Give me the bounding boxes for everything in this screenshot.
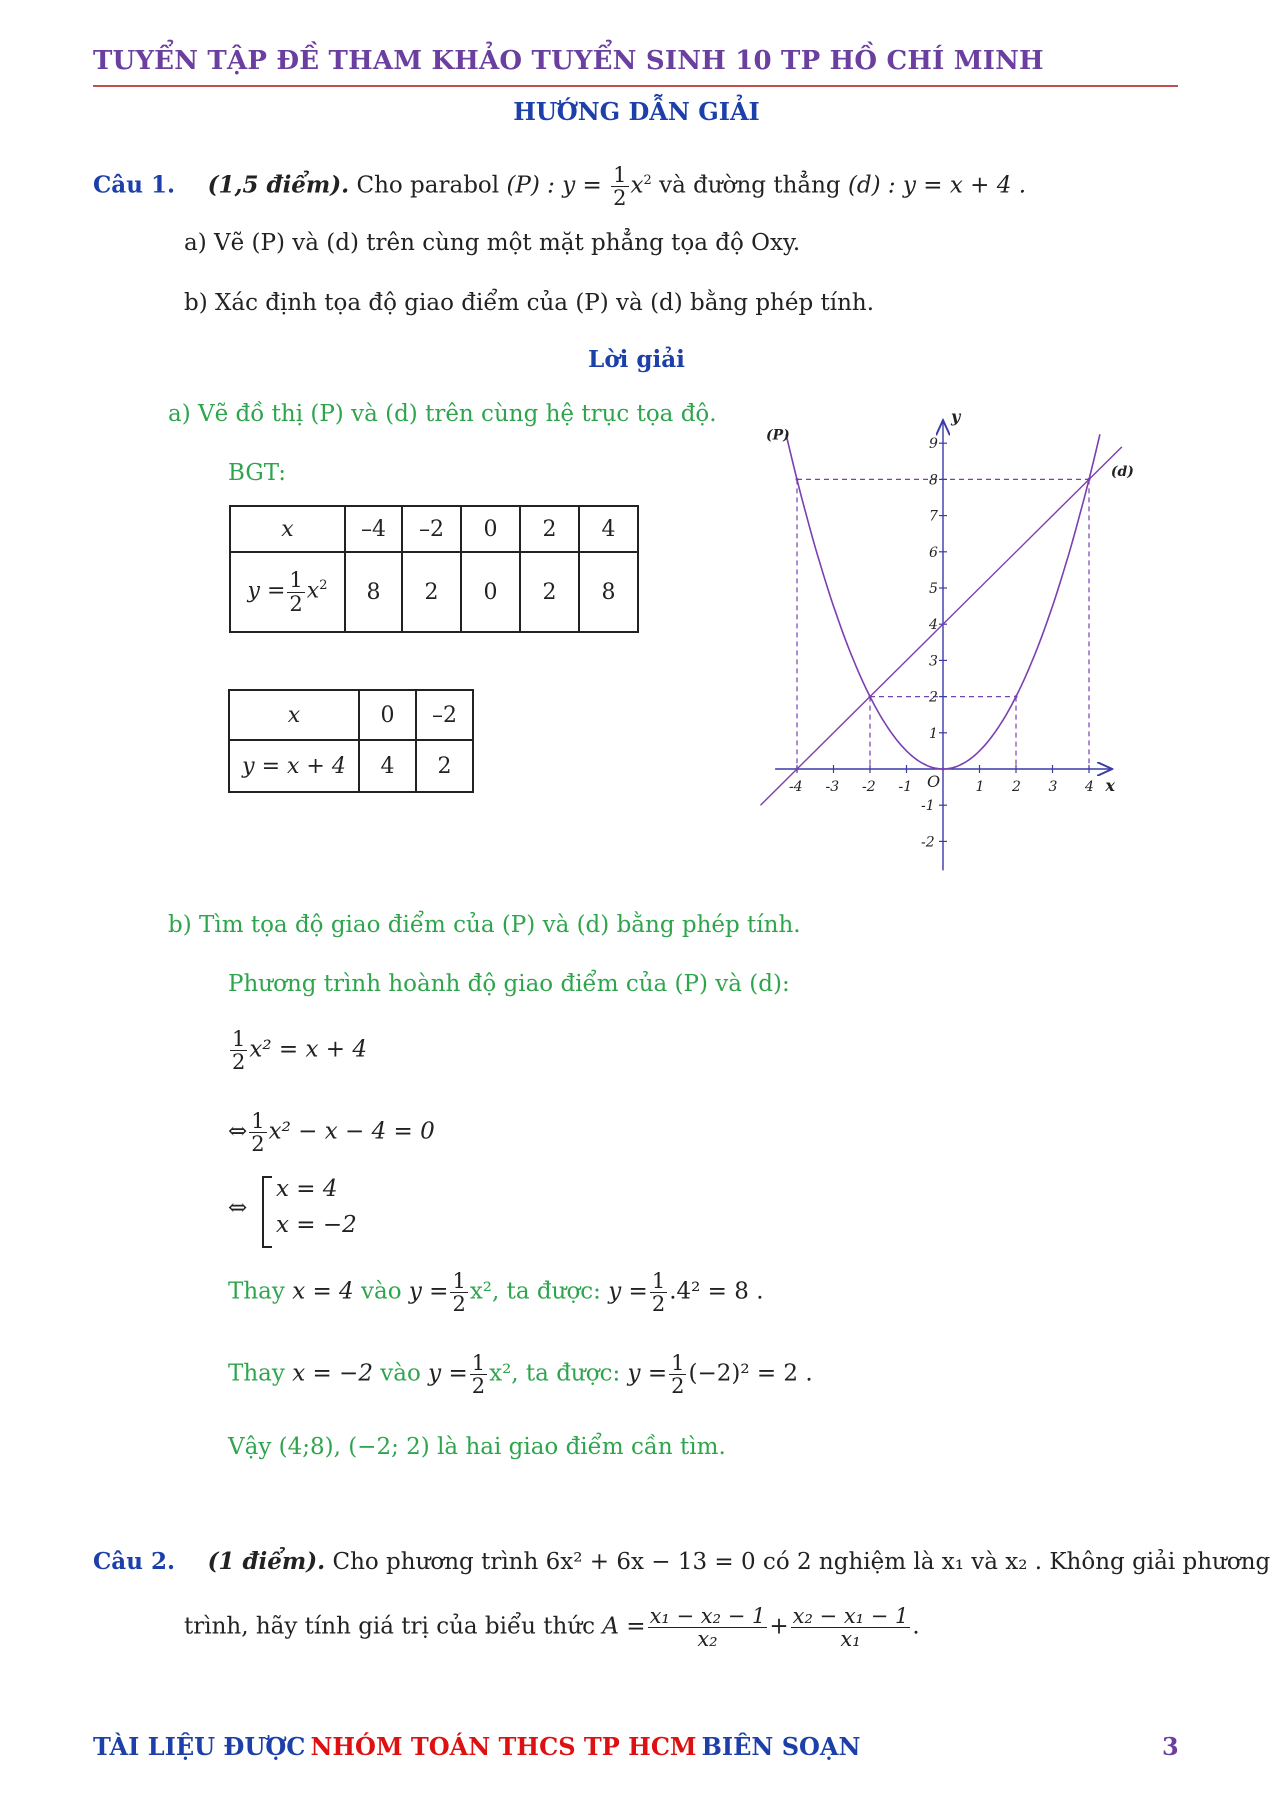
cau2-label: Câu 2.	[93, 1548, 175, 1575]
origin-label: O	[927, 772, 941, 791]
y-tick-label: -2	[921, 834, 935, 851]
table2-y-label: y = x + 4	[229, 740, 359, 792]
table1-y-cell: 2	[520, 552, 579, 632]
parabola-point	[942, 768, 945, 771]
x-tick-label: -2	[862, 779, 876, 795]
coordinate-graph	[740, 395, 1140, 885]
x-tick-label: 1	[975, 779, 985, 795]
conclusion: Vậy (4;8), (−2; 2) là hai giao điểm cần tìm.	[228, 1434, 726, 1460]
y-tick-label: 4	[929, 617, 938, 634]
header-divider	[93, 85, 1178, 87]
loi-giai-heading: Lời giải	[588, 346, 685, 373]
y-tick-label: 8	[929, 472, 938, 489]
bgt-label: BGT:	[228, 460, 286, 486]
equation-3-arrow: ⇔	[228, 1195, 248, 1221]
table1-x-cell: 4	[579, 506, 638, 552]
table1-x-cell: –2	[402, 506, 461, 552]
table2-header-x: x	[229, 690, 359, 740]
line-d-label: (d)	[1110, 463, 1134, 480]
cau2-statement-line2: trình, hãy tính giá trị của biểu thức A = $\frac{\text{x₁ − x₂ − 1}}{\text{x₂}}$ + $\frac{\text{x₂ − x₁ − 1}}{\text{x₁}}$ .	[184, 1604, 920, 1652]
sol-b-heading: b) Tìm tọa độ giao điểm của (P) và (d) bằng phép tính.	[168, 912, 801, 938]
solution-x2: x = −2	[276, 1212, 357, 1238]
cau1-label: Câu 1.	[93, 171, 175, 199]
sol-a-heading: a) Vẽ đồ thị (P) và (d) trên cùng hệ trục tọa độ.	[168, 401, 717, 427]
page-footer: TÀI LIỆU ĐƯỢC NHÓM TOÁN THCS TP HCM BIÊN SOẠN	[93, 1732, 861, 1761]
cau2-text1: Cho phương trình 6x² + 6x − 13 = 0 có 2 nghiệm là x₁ và x₂ . Không giải phương	[332, 1549, 1271, 1575]
y-tick-label: 7	[929, 508, 938, 525]
cau1-points: (1,5 điểm).	[207, 171, 350, 199]
table2-x-cell: 0	[359, 690, 416, 740]
parabola-point	[869, 695, 872, 698]
parabol-var: x	[630, 172, 644, 199]
pt-hoanh-do-text: Phương trình hoành độ giao điểm của (P) và (d):	[228, 971, 790, 997]
parabola-point	[1015, 695, 1018, 698]
solution-x1: x = 4	[276, 1176, 338, 1202]
line-point	[796, 768, 799, 771]
value-table-parabola	[229, 505, 639, 633]
line-point	[1088, 478, 1091, 481]
table2-y-cell: 2	[416, 740, 473, 792]
x-tick-label: 4	[1085, 779, 1094, 795]
y-tick-label: 2	[929, 689, 938, 706]
table1-y-cell: 8	[345, 552, 402, 632]
half-fraction: $\frac{1}{2}$	[613, 163, 627, 211]
y-tick-label: -1	[921, 798, 935, 815]
x-tick-label: -1	[898, 779, 913, 795]
table1-x-cell: 2	[520, 506, 579, 552]
y-tick-label: 6	[929, 544, 938, 561]
y-tick-label: 5	[929, 581, 938, 597]
section-subtitle: HƯỚNG DẪN GIẢI	[513, 97, 760, 126]
value-table-line	[228, 689, 474, 793]
page-number: 3	[1162, 1732, 1179, 1761]
x-tick-label: -3	[825, 779, 840, 795]
cau2-statement-line1	[93, 1548, 1270, 1575]
parabola-point	[796, 478, 799, 481]
table1-x-cell: 0	[461, 506, 520, 552]
y-axis-label: y	[951, 406, 961, 426]
table1-y-cell: 0	[461, 552, 520, 632]
x-axis-label: x	[1105, 776, 1115, 795]
page-header-title: TUYỂN TẬP ĐỀ THAM KHẢO TUYỂN SINH 10 TP HỒ CHÍ MINH	[93, 46, 1044, 76]
x-tick-label: 3	[1048, 779, 1058, 795]
table2-y-cell: 4	[359, 740, 416, 792]
parabola-label: (P)	[765, 427, 790, 444]
x-tick-label: -4	[789, 779, 803, 795]
table1-y-cell: 8	[579, 552, 638, 632]
equation-1: $\frac{1}{2}$ x² = x + 4	[232, 1027, 367, 1075]
y-tick-label: 1	[929, 725, 938, 742]
x-tick-label: 2	[1012, 779, 1021, 795]
y-tick-label: 3	[929, 653, 938, 670]
line-d	[761, 447, 1122, 805]
table2-x-cell: –2	[416, 690, 473, 740]
table1-x-cell: –4	[345, 506, 402, 552]
y-tick-label: 9	[929, 436, 938, 453]
table1-y-label: y = $\frac{1}{2}$ $x^2$	[230, 552, 345, 632]
substitution-1: Thay x = 4 vào y = $\frac{1}{2}$ x², ta được: y = $\frac{1}{2}$ .4² = 8 .	[228, 1269, 764, 1317]
cau1-line-eq: (d) : y = x + 4 .	[847, 172, 1027, 199]
table1-y-cell: 2	[402, 552, 461, 632]
table1-header-x: x	[230, 506, 345, 552]
cau1-statement: Câu 1. (1,5 điểm). Cho parabol (P) : y = $\frac{1}{2}$ $x^2$ và đường thẳng (d) : y = x + 4 .	[93, 163, 1027, 211]
solution-bracket	[262, 1176, 272, 1248]
substitution-2: Thay x = −2 vào y = $\frac{1}{2}$ x², ta được: y = $\frac{1}{2}$ (−2)² = 2 .	[228, 1351, 813, 1399]
cau1-part-b: b) Xác định tọa độ giao điểm của (P) và (d) bằng phép tính.	[184, 290, 875, 316]
equation-2: ⇔ $\frac{1}{2}$ x² − x − 4 = 0	[228, 1109, 435, 1157]
cau1-part-a: a) Vẽ (P) và (d) trên cùng một mặt phẳng tọa độ Oxy.	[184, 230, 801, 256]
cau2-points: (1 điểm).	[207, 1548, 326, 1575]
cau1-parabol-eq: (P) : y =	[506, 172, 602, 199]
cau1-and-line: và đường thẳng	[659, 172, 841, 199]
cau1-intro: Cho parabol	[356, 172, 500, 199]
